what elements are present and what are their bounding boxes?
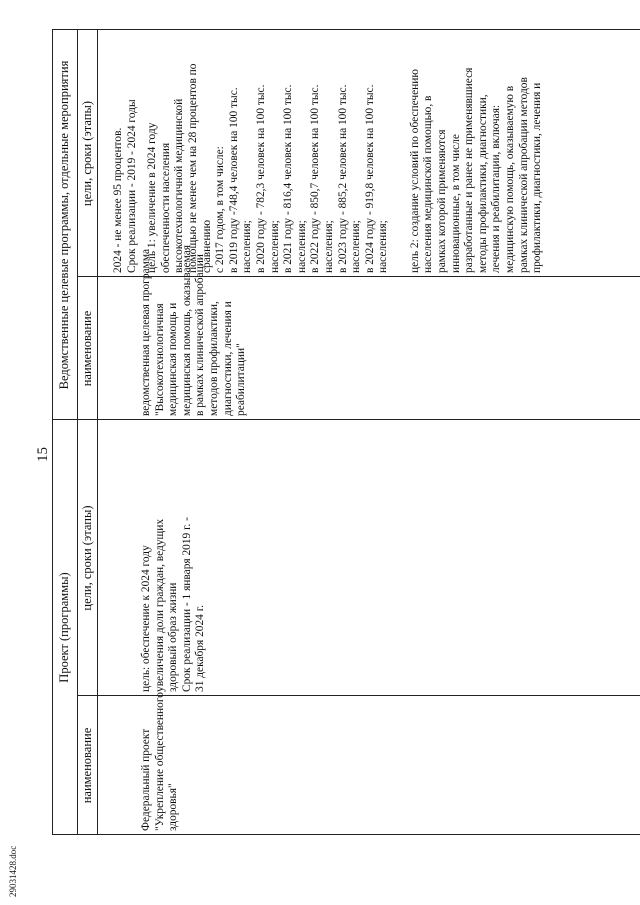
goal1-line: населения;	[295, 220, 308, 273]
program-name-line: реабилитации"	[235, 343, 248, 416]
goal2-line: профилактики, диагностики, лечения и	[531, 82, 544, 273]
goal2-line: методы профилактики, диагностики,	[476, 94, 489, 273]
goal2-line: рамках которой применяются	[436, 129, 449, 273]
col-divider-2	[52, 419, 640, 420]
goal1-line: населения;	[377, 220, 390, 273]
table-top-border	[52, 30, 53, 835]
program-intro-line: 2024 - не менее 95 процентов.	[112, 127, 124, 273]
project-goals-cell	[140, 517, 208, 692]
goal1-line: помощью не менее чем на 28 процентов по	[186, 63, 199, 273]
program-name-line: медицинская помощь, оказываемая	[180, 244, 193, 416]
goal2-line: населения медицинской помощью, в	[422, 95, 435, 273]
goal1-line: в 2020 году - 782,3 человек на 100 тыс.	[254, 84, 267, 273]
program-name-line: диагностики, лечения и	[221, 301, 234, 416]
goal1-line: населения;	[350, 220, 363, 273]
project-goal-line: цель: обеспечение к 2024 году	[140, 545, 152, 692]
project-group-header: Проект (программы)	[57, 572, 71, 683]
project-name-line: Федеральный проект	[140, 728, 152, 831]
page-number: 15	[35, 447, 51, 462]
goal1-line: с 2017 годом, в том числе:	[214, 146, 227, 273]
goal2-line: медицинскую помощь, оказываемую в	[504, 85, 517, 273]
table-left-border	[52, 834, 640, 835]
goal1-line: обеспеченности населения	[159, 142, 172, 273]
goal1-line: сравнению	[200, 219, 213, 273]
file-code: 29031428.doc	[8, 845, 18, 897]
project-goal-line: увеличения доли граждан, ведущих	[153, 518, 166, 692]
goal1-line: населения;	[241, 220, 254, 273]
column-header-divider	[97, 30, 98, 835]
program-name-line: ведомственная целевая программа	[140, 249, 152, 416]
project-name-line: здоровья"	[167, 783, 180, 831]
goal1-line: в 2023 году - 885,2 человек на 100 тыс.	[336, 84, 349, 273]
goal1-line: в 2022 году - 850,7 человек на 100 тыс.	[309, 84, 322, 273]
goal2-line: разработанные и ранее не применявшиеся	[463, 67, 476, 273]
goal1-line: в 2021 году - 816,4 человек на 100 тыс.	[282, 84, 295, 273]
table-right-border	[52, 29, 640, 30]
goal2-line: рамках клинической апробации методов	[517, 77, 530, 273]
name-column-header: наименование	[80, 727, 94, 804]
program-name-line: в рамках клинической апробации	[194, 254, 207, 416]
project-goal-line: Срок реализации - 1 января 2019 г. -	[180, 517, 193, 692]
dept-name-column-header: наименование	[80, 310, 94, 387]
goal1-line: цель 1: увеличение в 2024 году	[146, 122, 159, 273]
project-goal-line: 31 декабря 2024 г.	[194, 605, 207, 692]
program-intro-line: Срок реализации - 2019 - 2024 годы	[125, 99, 138, 273]
goal1-line: населения;	[268, 220, 281, 273]
goal2-line: цель 2: создание условий по обеспечению	[408, 69, 421, 273]
goal1-line: в 2024 году - 919,8 человек на 100 тыс.	[363, 84, 376, 273]
goal1-line: в 2019 году -748,4 человек на 100 тыс.	[227, 87, 240, 273]
program-name-line: методов профилактики,	[207, 301, 220, 416]
group-header-divider	[77, 30, 78, 835]
project-name-line: "Укрепление общественного	[153, 692, 166, 831]
program-name-line: "Высокотехнологичная	[153, 303, 166, 416]
project-goal-line: здоровый образ жизни	[167, 582, 180, 692]
project-name-cell	[140, 692, 181, 831]
goal2-line: лечения и реабилитации, включая:	[490, 104, 503, 273]
dept-goals-column-header: цели, сроки (этапы)	[80, 100, 94, 207]
goal1-line: населения;	[322, 220, 335, 273]
departmental-group-header: Ведомственные целевые программы, отдельные мероприятия	[57, 60, 71, 390]
goal2-line: инновационные, в том числе	[449, 134, 462, 273]
goal1-line: высокотехнологичной медицинской	[173, 98, 186, 273]
program-name-line: медицинская помощь и	[167, 302, 180, 416]
goals-column-header: цели, сроки (этапы)	[80, 505, 94, 611]
program-goals-cell	[112, 64, 545, 273]
